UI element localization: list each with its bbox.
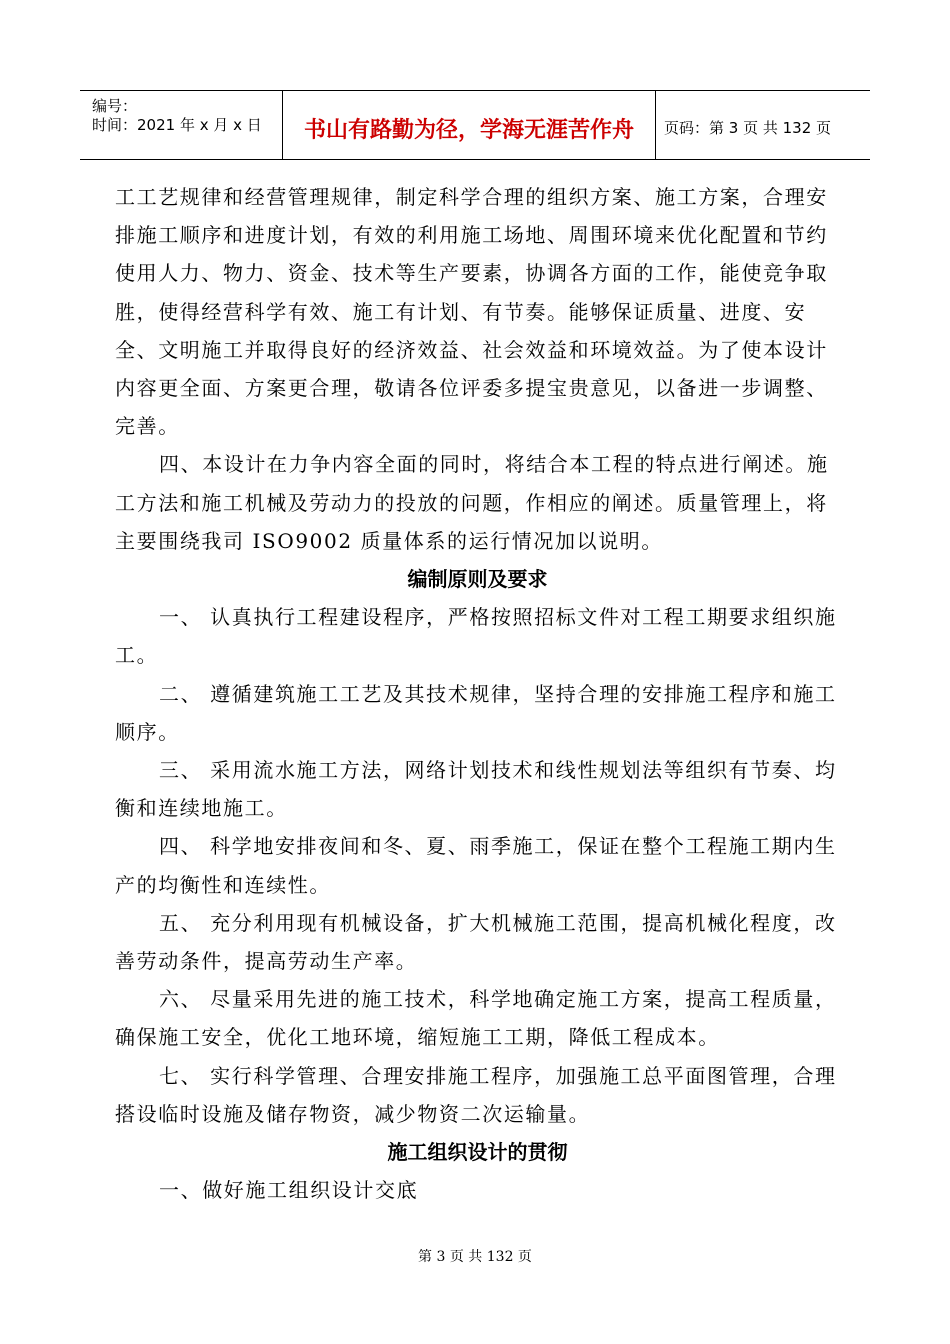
list-item: 七、 实行科学管理、合理安排施工程序，加强施工总平面图管理，合理搭设临时设施及储存物资，减少物资二次运输量。	[115, 1063, 837, 1126]
document-id-label: 编号：	[92, 97, 138, 115]
list-item: 三、 采用流水施工方法，网络计划技术和线性规划法等组织有节奏、均衡和连续地施工。	[115, 758, 837, 821]
list-item: 一、 认真执行工程建设程序，严格按照招标文件对工程工期要求组织施工。	[115, 605, 837, 668]
header-page-cell	[656, 91, 870, 159]
list-item: 四、 科学地安排夜间和冬、夏、雨季施工，保证在整个工程施工期内生产的均衡性和连续性。	[115, 834, 837, 897]
section-heading: 编制原则及要求	[407, 567, 548, 592]
body-paragraph: 四、本设计在力争内容全面的同时，将结合本工程的特点进行阐述。施工方法和施工机械及劳动力的投放的问题，作相应的阐述。质量管理上，将主要围绕我司 ISO9002 质量体系的运行情况加以说明。	[115, 452, 829, 553]
page-header	[80, 90, 870, 160]
header-motto: 书山有路勤为径，学海无涯苦作舟	[303, 118, 634, 143]
header-page-code: 页码：第 3 页 共 132 页	[664, 119, 832, 137]
document-time-label: 时间：2021 年 x 月 x 日	[92, 116, 262, 134]
page-footer: 第 3 页 共 132 页	[418, 1249, 532, 1265]
header-meta	[80, 91, 282, 159]
list-item: 二、 遵循建筑施工工艺及其技术规律，坚持合理的安排施工程序和施工顺序。	[115, 681, 837, 744]
section-heading: 施工组织设计的贯彻	[387, 1140, 568, 1165]
list-item: 五、 充分利用现有机械设备，扩大机械施工范围，提高机械化程度，改善劳动条件，提高劳动生产率。	[115, 910, 837, 974]
list-item: 六、 尽量采用先进的施工技术，科学地确定施工方案，提高工程质量，确保施工安全，优化工地环境，缩短施工工期，降低工程成本。	[115, 987, 837, 1050]
body-paragraph: 一、做好施工组织设计交底	[159, 1178, 419, 1203]
document-body	[115, 178, 840, 1209]
body-paragraph: 工工艺规律和经营管理规律，制定科学合理的组织方案、施工方案，合理安排施工顺序和进度计划，有效的利用施工场地、周围环境来优化配置和节约使用人力、物力、资金、技术等生产要素，协调各方面的工作，能使竞争取胜，使得经营科学有效、施工有计划、有节奏。能够保证质量、进度、安全、文明施工并取得良好的经济效益、社会效益和环境效益。为了使本设计内容更全面、方案更合理，敬请各位评委多提宝贵意见，以备进一步调整、完善。	[115, 185, 828, 439]
header-motto-cell	[282, 91, 656, 159]
